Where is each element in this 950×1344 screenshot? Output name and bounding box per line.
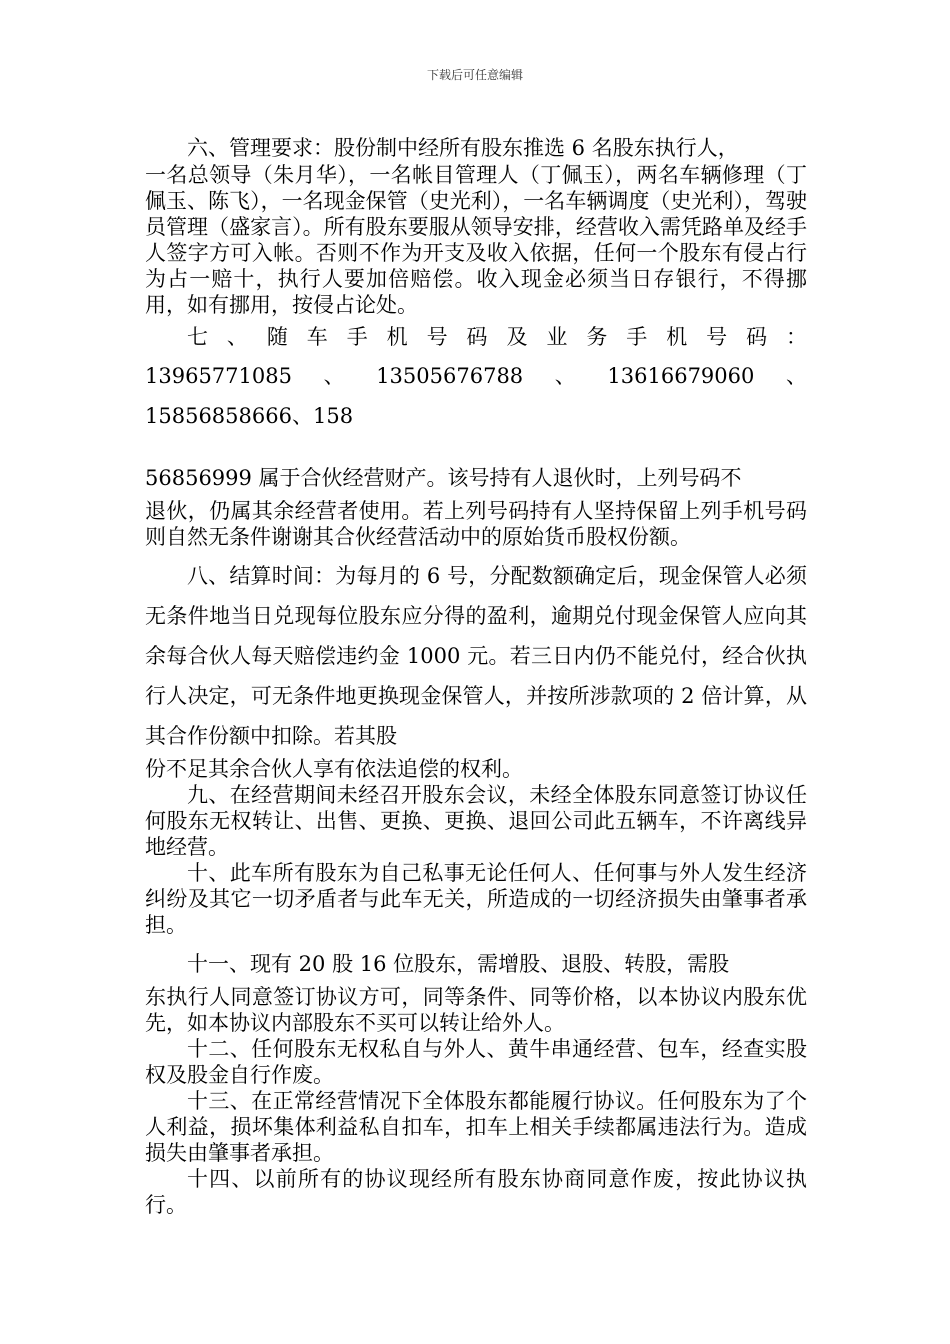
clause-8-body: 八、结算时间：为每月的 6 号，分配数额确定后，现金保管人必须无条件地当日兑现每位股东应分得的盈利，逾期兑付现金保管人应向其余每合伙人每天赔偿违约金 1000 元。若三日内仍不能兑付，经合伙执行人决定，可无条件地更换现金保管人，并按所涉款项的 2 倍计算，从其合作份额中扣除。若其股: [145, 564, 807, 748]
clause-6-first-line: 六、管理要求：股份制中经所有股东推选 6 名股东执行人，: [187, 136, 739, 160]
clause-8-tail: 份不足其余合伙人享有依法追偿的权利。: [145, 757, 523, 781]
clause-7-title: 七、随车手机号码及业务手机号码：: [187, 325, 807, 349]
clause-6-body: 一名总领导（朱月华），一名帐目管理人（丁佩玉），两名车辆修理（丁佩玉、陈飞），一名现金保管（史光利），一名车辆调度（史光利），驾驶员管理（盛家言）。所有股东要服从领导安排，经营收入需凭路单及经手人签字方可入帐。否则不作为开支及收入依据，任何一个股东有侵占行为占一赔十，执行人要加倍赔偿。收入现金必须当日存银行，不得挪用，如有挪用，按侵占论处。: [145, 163, 807, 317]
clause-9: 九、在经营期间未经召开股东会议，未经全体股东同意签订协议任何股东无权转让、出售、更换、更换、退回公司此五辆车，不许离线异地经营。: [145, 783, 807, 859]
clause-7-phone-numbers: 13965771085、13505676788、13616679060、15856858666、158: [145, 364, 807, 428]
document-body: [145, 128, 807, 1218]
clause-7-body-first-line: 56856999 属于合伙经营财产。该号持有人退伙时，上列号码不: [145, 466, 742, 490]
page-header: 下载后可任意编辑: [426, 68, 523, 82]
clause-11-first-line: 十一、现有 20 股 16 位股东，需增股、退股、转股，需股: [187, 952, 730, 976]
clause-14: 十四、以前所有的协议现经所有股东协商同意作废，按此协议执行。: [145, 1167, 807, 1217]
clause-11-body: 东执行人同意签订协议方可，同等条件、同等价格，以本协议内股东优先，如本协议内部股东不买可以转让给外人。: [145, 985, 807, 1035]
clause-7-body: 退伙，仍属其余经营者使用。若上列号码持有人坚持保留上列手机号码则自然无条件谢谢其合伙经营活动中的原始货币股权份额。: [145, 499, 807, 549]
clause-13: 十三、在正常经营情况下全体股东都能履行协议。任何股东为了个人利益，损坏集体利益私自扣车，扣车上相关手续都属违法行为。造成损失由肇事者承担。: [145, 1089, 807, 1165]
clause-10: 十、此车所有股东为自己私事无论任何人、任何事与外人发生经济纠纷及其它一切矛盾者与此车无关，所造成的一切经济损失由肇事者承担。: [145, 861, 807, 937]
clause-12: 十二、任何股东无权私自与外人、黄牛串通经营、包车，经查实股权及股金自行作废。: [145, 1037, 807, 1087]
